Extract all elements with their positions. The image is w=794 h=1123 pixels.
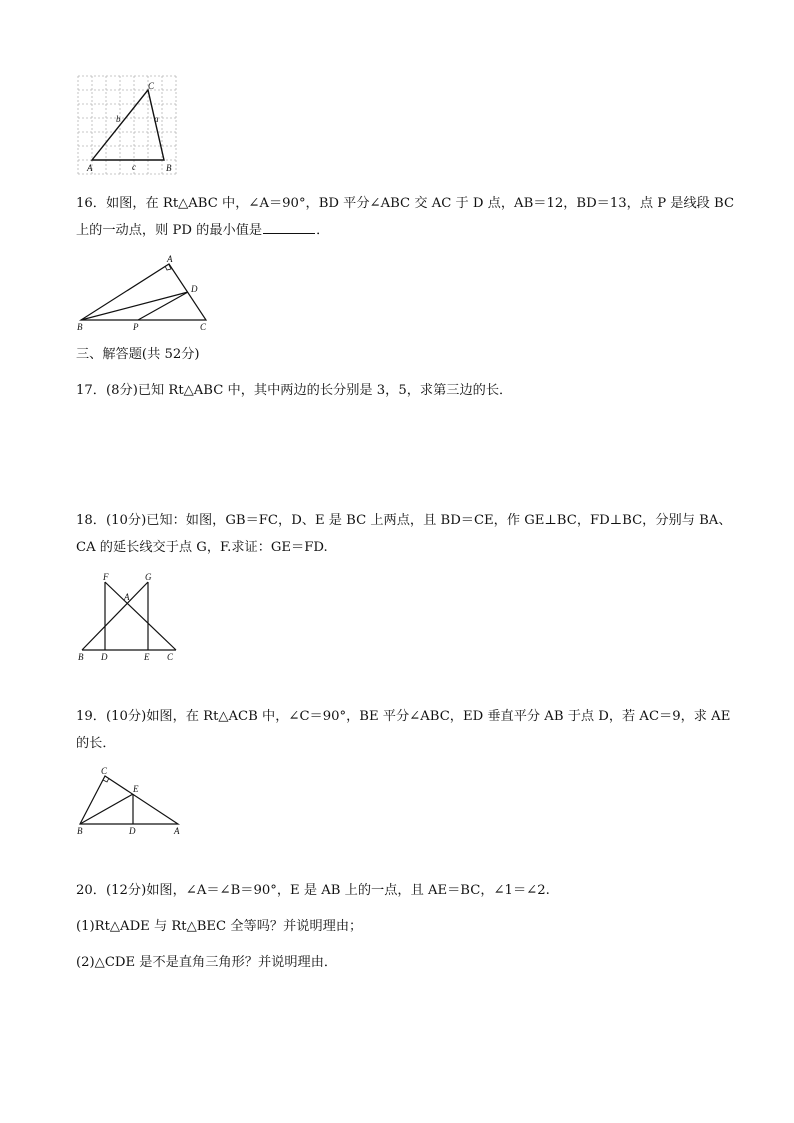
label-c: C	[101, 766, 108, 776]
section3-title: 三、解答题(共 52分)	[76, 347, 200, 362]
label-d: D	[129, 826, 136, 836]
side-c-label: c	[132, 162, 136, 172]
q16-figure	[72, 252, 218, 332]
triangle-abc	[92, 90, 164, 160]
side-a-label: a	[154, 114, 159, 124]
label-c: C	[200, 322, 207, 332]
label-d: D	[101, 652, 108, 662]
vertex-b-label: B	[166, 163, 172, 173]
q15-grid-figure	[72, 72, 184, 176]
vertex-a-label: A	[87, 163, 93, 173]
label-b: B	[78, 652, 84, 662]
label-c: C	[167, 652, 174, 662]
label-a: A	[124, 592, 130, 602]
q20-line1: 20．(12分)如图，∠A＝∠B＝90°，E 是 AB 上的一点，且 AE＝BC，∠1＝∠2.	[76, 883, 550, 898]
triangle-acb	[80, 776, 178, 824]
q16-line1: 16．如图，在 Rt△ABC 中，∠A＝90°，BD 平分∠ABC 交 AC 于 D 点，AB＝12，BD＝13，点 P 是线段 BC	[76, 196, 735, 211]
q16-line2-end: ．	[316, 223, 330, 238]
q18-figure	[72, 570, 184, 664]
q18-line1: 18．(10分)已知：如图，GB＝FC，D、E 是 BC 上两点，且 BD＝CE，作 GE⊥BC，FD⊥BC，分别与 BA、	[76, 513, 732, 528]
q16-answer-blank[interactable]	[263, 221, 315, 234]
vertex-c-label: C	[148, 81, 155, 91]
label-b: B	[77, 322, 83, 332]
q19-figure	[72, 764, 188, 838]
q18-line2: CA 的延长线交于点 G，F.求证：GE＝FD.	[76, 540, 328, 555]
label-e: E	[144, 652, 150, 662]
label-a: A	[167, 254, 173, 264]
label-a: A	[174, 826, 180, 836]
label-g: G	[145, 572, 152, 582]
q19-line2: 的长．	[76, 736, 116, 751]
label-d: D	[191, 284, 198, 294]
segment-bd	[81, 292, 188, 320]
q20-part2: (2)△CDE 是不是直角三角形？并说明理由．	[76, 955, 338, 970]
q16-line2	[76, 221, 329, 240]
segment-pd	[138, 292, 188, 320]
q16-line2-text: 上的一动点，则 PD 的最小值是	[76, 223, 263, 238]
q20-part1: (1)Rt△ADE 与 Rt△BEC 全等吗？并说明理由；	[76, 919, 363, 934]
label-f: F	[103, 572, 109, 582]
side-b-label: b	[116, 114, 121, 124]
label-e: E	[133, 784, 139, 794]
q19-line1: 19．(10分)如图，在 Rt△ACB 中，∠C＝90°，BE 平分∠ABC，ED 垂直平分 AB 于点 D，若 AC＝9，求 AE	[76, 709, 731, 724]
label-p: P	[133, 322, 139, 332]
label-b: B	[77, 826, 83, 836]
q17-line1: 17．(8分)已知 Rt△ABC 中，其中两边的长分别是 3，5，求第三边的长．	[76, 383, 513, 398]
